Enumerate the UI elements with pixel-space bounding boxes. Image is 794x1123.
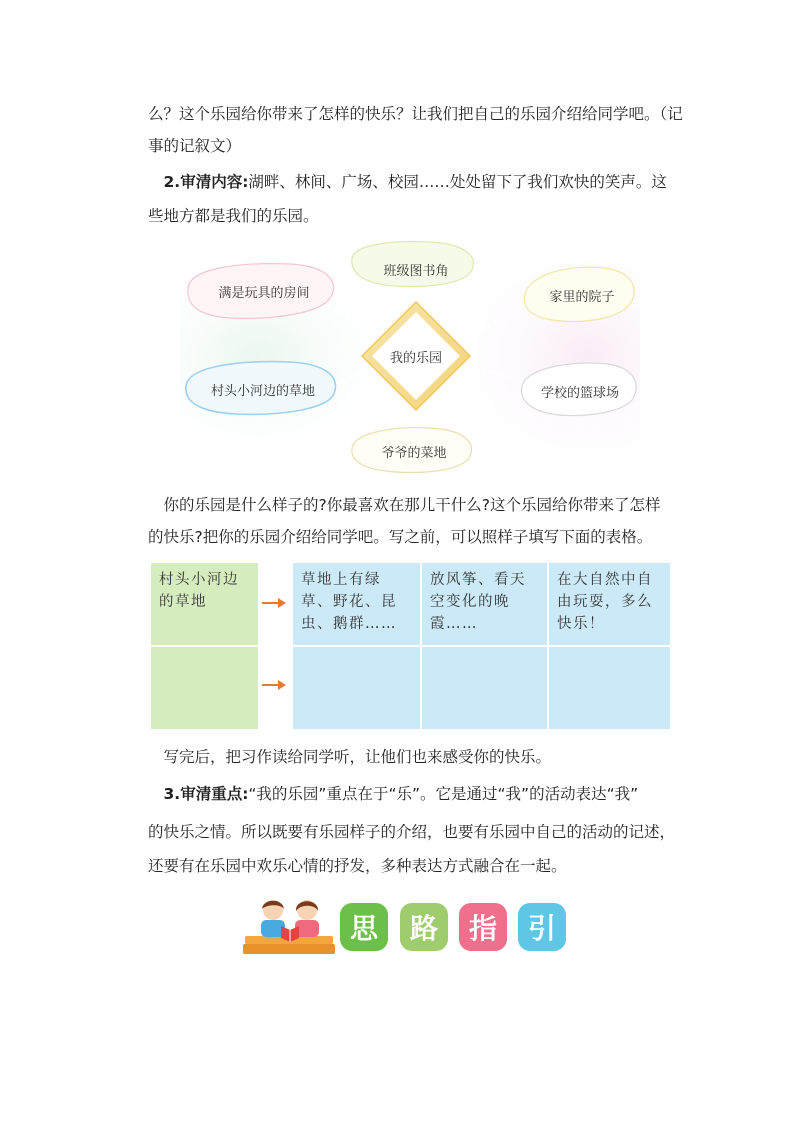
- arrow-right-icon: [262, 597, 286, 609]
- paragraph-text: 写完后，把习作读给同学听，让他们也来感受你的快乐。: [163, 748, 552, 766]
- paragraph-3-line-1: [148, 493, 668, 517]
- table-cell-empty: [293, 647, 420, 729]
- mind-map-node-bottom-right: 学校的篮球场: [540, 385, 619, 401]
- mind-map-node-bottom-left: 村头小河边的草地: [210, 383, 315, 399]
- paragraph-3-line-2: 的快乐?把你的乐园介绍给同学吧。写之前，可以照样子填写下面的表格。: [148, 528, 653, 546]
- mind-map-node-top: 班级图书角: [383, 263, 449, 279]
- paragraph-2-line-2: 些地方都是我们的乐园。: [148, 207, 319, 225]
- mind-map-node-bottom: 爷爷的菜地: [381, 445, 447, 461]
- mind-map-center: 我的乐园: [389, 350, 442, 366]
- paragraph-2-line-1: [148, 170, 668, 194]
- paragraph-text: “我的乐园”重点在于“乐”。它是通过“我”的活动表达“我”: [248, 785, 639, 803]
- table-cell-empty: [549, 647, 670, 729]
- fill-in-table: [151, 563, 670, 729]
- paragraph-text: 湖畔、林间、广场、校园……处处留下了我们欢快的笑声。这: [248, 173, 667, 191]
- section-heading: 审清重点:: [180, 785, 249, 803]
- mind-map: [180, 236, 640, 484]
- table-cell-place: 村头小河边的草地: [159, 572, 239, 610]
- banner-badge-lu: 路: [400, 903, 448, 951]
- students-reading-icon: [243, 896, 335, 956]
- table-cell-empty: [422, 647, 547, 729]
- paragraph-5-line-1: [148, 782, 668, 806]
- paragraph-1-line-1: 么？这个乐园给你带来了怎样的快乐？让我们把自己的乐园介绍给同学吧。（记: [148, 105, 683, 123]
- banner-badge-yin: 引: [518, 903, 566, 951]
- paragraph-5-line-3: 还要有在乐园中欢乐心情的抒发，多种表达方式融合在一起。: [148, 857, 567, 875]
- arrow-right-icon: [262, 679, 286, 691]
- section-heading: 审清内容:: [180, 173, 249, 191]
- paragraph-4: [148, 745, 668, 769]
- mind-map-node-top-left: 满是玩具的房间: [218, 285, 310, 301]
- table-cell-activity: 放风筝、看天空变化的晚霞……: [422, 563, 547, 645]
- table-cell-look: 草地上有绿草、野花、昆虫、鹅群……: [293, 563, 420, 645]
- item-number: 3.: [163, 785, 181, 803]
- mind-map-node-top-right: 家里的院子: [549, 289, 615, 305]
- item-number: 2.: [163, 173, 181, 191]
- table-row-divider: [151, 645, 258, 647]
- banner-badge-zhi: 指: [459, 903, 507, 951]
- table-cell-feeling: 在大自然中自由玩耍，多么快乐！: [549, 563, 670, 645]
- paragraph-text: 你的乐园是什么样子的?你最喜欢在那儿干什么?这个乐园给你带来了怎样: [163, 496, 661, 514]
- paragraph-1-line-2: 事的记叙文）: [148, 137, 242, 155]
- banner-badge-si: 思: [340, 903, 388, 951]
- paragraph-5-line-2: 的快乐之情。所以既要有乐园样子的介绍，也要有乐园中自己的活动的记述，: [148, 823, 676, 841]
